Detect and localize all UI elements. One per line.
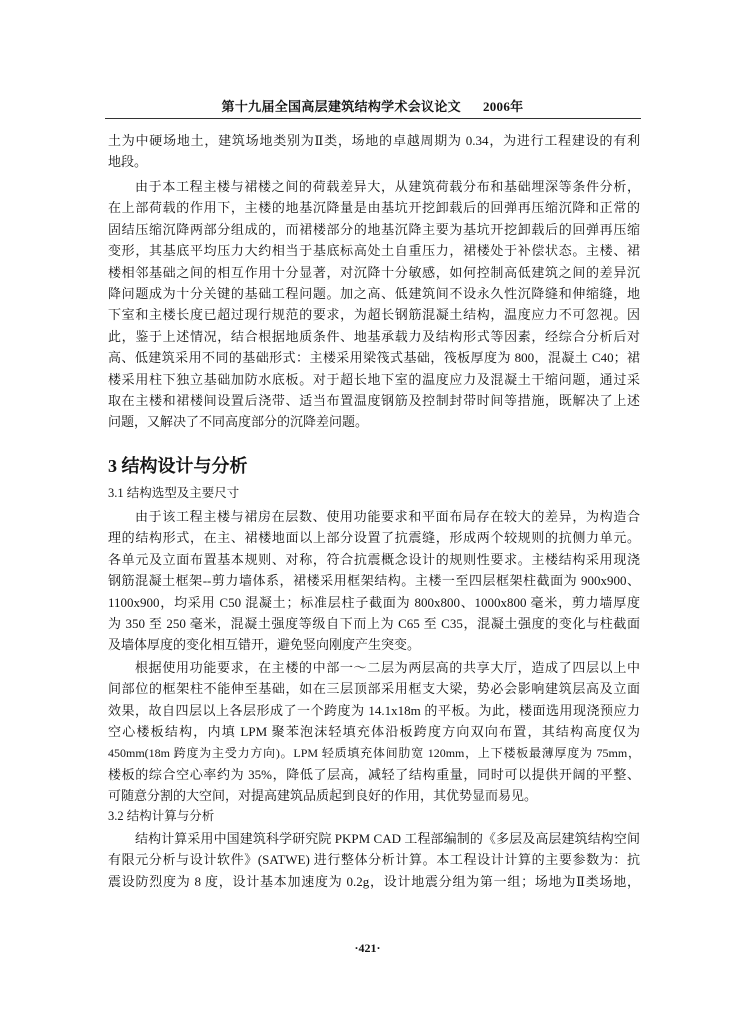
text-line: 结构计算采用中国建筑科学研究院 PKPM CAD 工程部编制的《多层及高层建筑结构空间 [135,831,640,846]
text-line: 楼板的综合空心率约为 35%，降低了层高，减轻了结构重量，同时可以提供开阔的平整、 [108,766,640,782]
page-number: ·421· [354,941,381,955]
text-line: 1100x900，均采用 C50 混凝土；标准层柱子截面为 800x800、1000x800 毫米，剪力墙厚度 [108,594,640,610]
header-rule [105,118,641,119]
text-line: 由于该工程主楼与裙房在层数、使用功能要求和平面布局存在较大的差异，为构造合 [135,509,640,524]
text-line: 有限元分析与设计软件》(SATWE) 进行整体分析计算。本工程设计计算的主要参数为：抗 [108,852,640,868]
text-line: 楼相邻基础之间的相互作用十分显著，对沉降十分敏感，如何控制高低建筑之间的差异沉 [108,264,640,280]
text-line: 变形，其基底平均压力大约相当于基底标高处土自重压力，裙楼处于补偿状态。主楼、裙 [108,243,640,259]
text-line: 降问题成为十分关键的基础工程问题。加之高、低建筑间不设永久性沉降缝和伸缩缝，地 [108,285,640,301]
paragraph-calculation [108,828,640,892]
text-line: 空心楼板结构，内填 LPM 聚苯泡沫轻填充体沿板跨度方向双向布置，其结构高度仅为 [108,724,640,740]
running-header [105,97,640,117]
text-line: 450mm(18m 跨度为主受力方向)。LPM 轻质填充体间肋宽 120mm，上下楼板最薄厚度为 75mm， [108,745,640,760]
paragraph-foundation [108,176,640,433]
text-line: 钢筋混凝土框架--剪力墙体系，裙楼采用框架结构。主楼一至四层框架柱截面为 900x900、 [108,573,640,589]
text-line: 间部位的框架柱不能伸至基础，如在三层顶部采用框支大梁，势必会影响建筑层高及立面 [108,681,640,697]
text-line: 为 350 至 250 毫米，混凝土强度等级自下而上为 C65 至 C35，混凝土强度的变化与柱截面 [108,615,640,631]
text-line: 此，鉴于上述情况，结合根据地质条件、地基承载力及结构形式等因素，经综合分析后对 [108,328,640,344]
conference-year: 2006年 [482,99,524,114]
section-heading: 3 结构设计与分析 [108,456,248,476]
text-line: 各单元及立面布置基本规则、对称，符合抗震概念设计的规则性要求。主楼结构采用现浇 [108,551,640,567]
text-line: 震设防烈度为 8 度，设计基本加速度为 0.2g，设计地震分组为第一组；场地为Ⅱ类场地， [108,873,640,889]
text-line: 下室和主楼长度已超过现行规范的要求，为超长钢筋混凝土结构，温度应力不可忽视。因 [108,307,640,323]
text-line: 取在主楼和裙楼间设置后浇带、适当布置温度钢筋及控制封带时间等措施，既解决了上述 [108,392,640,408]
text-line: 固结压缩沉降两部分组成的，而裙楼部分的地基沉降主要为基坑开挖卸载后的回弹再压缩 [108,221,640,237]
paragraph-structure-type [108,506,640,656]
text-line: 根据使用功能要求，在主楼的中部一～二层为两层高的共享大厅，造成了四层以上中 [135,660,640,675]
paragraph-floor-slab [108,657,640,807]
paragraph-site [108,130,640,173]
text-line: 可随意分割的大空间，对提高建筑品质起到良好的作用，其优势显而易见。 [108,788,538,804]
text-line: 在上部荷载的作用下，主楼的地基沉降量是由基坑开挖卸载后的回弹再压缩沉降和正常的 [108,200,640,216]
text-line: 土为中硬场地土，建筑场地类别为Ⅱ类，场地的卓越周期为 0.34，为进行工程建设的有利 [108,133,640,148]
subsection-heading-3-2: 3.2 结构计算与分析 [108,809,215,823]
text-line: 效果，故自四层以上各层形成了一个跨度为 14.1x18m 的平板。为此，楼面选用现浇预应力 [108,702,640,718]
text-line: 由于本工程主楼与裙楼之间的荷载差异大，从建筑荷载分布和基础埋深等条件分析， [135,179,640,194]
subsection-heading-3-1: 3.1 结构选型及主要尺寸 [108,486,240,500]
text-line: 理的结构形式，在主、裙楼地面以上部分设置了抗震缝，形成两个较规则的抗侧力单元。 [108,530,640,546]
text-line: 问题，又解决了不同高度部分的沉降差问题。 [108,414,369,430]
text-line: 高、低建筑采用不同的基础形式：主楼采用梁筏式基础，筏板厚度为 800，混凝土 C40；裙 [108,350,640,366]
text-line: 楼采用柱下独立基础加防水底板。对于超长地下室的温度应力及混凝土干缩问题，通过采 [108,371,640,387]
text-line: 及墙体厚度的变化相互错开，避免竖向刚度产生突变。 [108,637,421,653]
text-line: 地段。 [108,154,148,170]
conference-title: 第十九届全国高层建筑结构学术会议论文 [221,99,461,114]
